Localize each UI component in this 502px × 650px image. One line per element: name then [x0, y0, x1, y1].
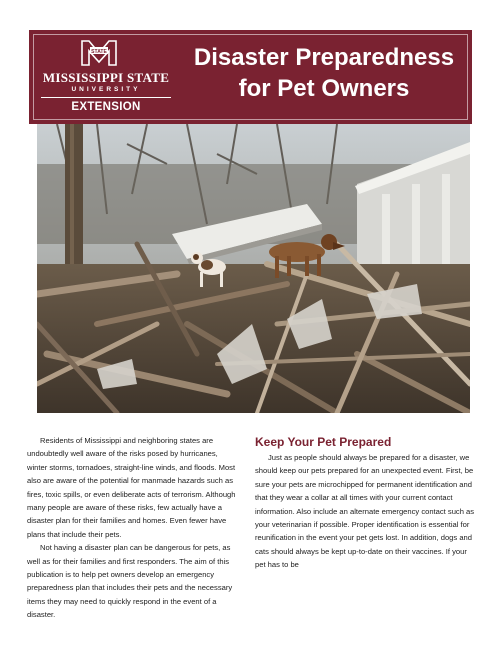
- msu-logo-icon: [81, 38, 117, 66]
- intro-paragraph-1: Residents of Mississippi and neighboring states are undoubtedly well aware of the risks posed by hurricanes, winter storms, tornadoes, straight-line winds, and floods. Most also are aware of the potential for manmade hazards such as fires, toxic spills, or even deliberate acts of terrorism. Although many people are aware of these risks, few actually have a disaster plan for their families and homes. Even fewer have plans that include their pets.: [27, 436, 236, 539]
- logo-university-word: UNIVERSITY: [71, 86, 141, 93]
- logo-badge-text: STATE: [91, 48, 107, 55]
- intro-column: [27, 434, 239, 622]
- title-line-1: Disaster Preparedness: [193, 44, 455, 71]
- section-paragraph: Just as people should always be prepared for a disaster, we should keep our pets prepared for an unexpected event. First, be sure your pets are microchipped for permanent identification and that they wear a collar at all times with your current contact information. Also include an alternate emergency contact such as your veterinarian if possible. Proper identification is essential for reunification in the event your pet gets lost. In addition, dogs and cats should always be kept up-to-date on their vaccines. If your pet has to be: [255, 453, 475, 570]
- hero-photo: [37, 124, 470, 413]
- header-banner: [29, 30, 472, 124]
- rubble-dogs-illustration: [37, 124, 470, 413]
- logo-extension: EXTENSION: [71, 101, 141, 113]
- section-heading: Keep Your Pet Prepared: [255, 435, 392, 449]
- page-title: [179, 42, 469, 104]
- logo-divider: [41, 97, 171, 98]
- title-line-2: for Pet Owners: [238, 75, 410, 102]
- logo-university-name: MISSISSIPPI STATE: [42, 70, 170, 85]
- section-column: [255, 434, 477, 572]
- intro-paragraph-2: Not having a disaster plan can be dangerous for pets, as well as for their families and first responders. The aim of this publication is to help pet owners develop an emergency preparedness plan that includes their pets and the necessary items they may need to quickly respond in the event of a disaster.: [27, 543, 233, 620]
